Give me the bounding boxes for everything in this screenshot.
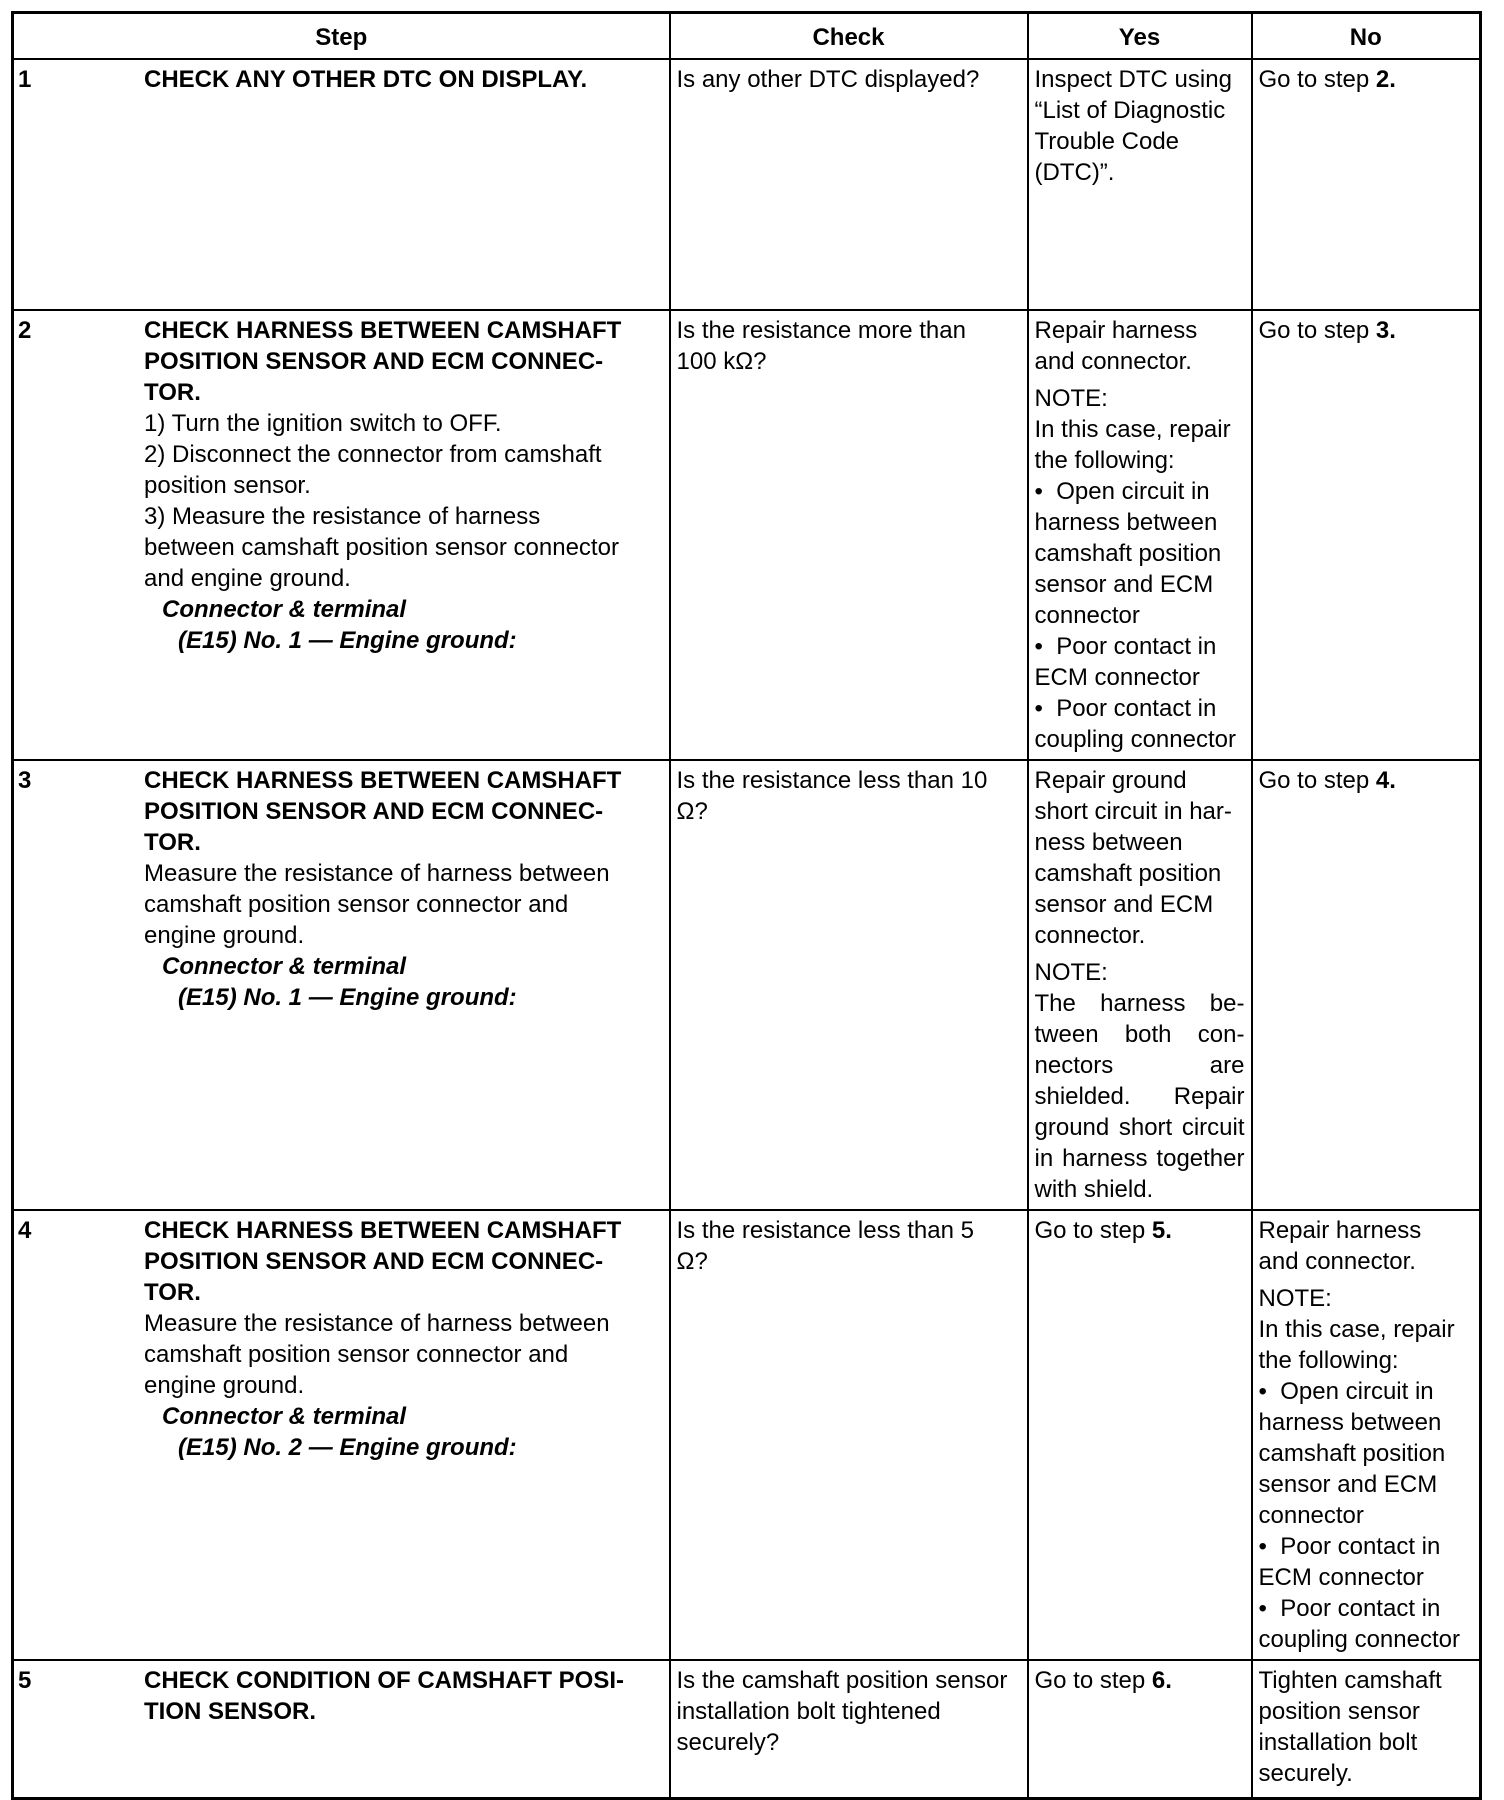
yes-text: Go to step 5. — [1034, 1217, 1172, 1244]
bullet-item: ECM connector — [1034, 664, 1200, 691]
header-yes: Yes — [1028, 13, 1252, 60]
no-cell — [1252, 1210, 1481, 1660]
check-cell — [670, 59, 1028, 310]
note-text: the following: — [1258, 1347, 1399, 1374]
yes-text: sensor and ECM — [1034, 891, 1214, 918]
bullet-item: coupling connector — [1258, 1626, 1460, 1653]
instruction-line: camshaft position sensor connector and — [144, 891, 569, 918]
step-title: CHECK HARNESS BETWEEN CAMSHAFT — [144, 767, 622, 794]
instruction-line: between camshaft position sensor connector — [144, 534, 619, 561]
bullet-item: camshaft position — [1258, 1440, 1446, 1467]
step-cell — [13, 1210, 670, 1660]
header-check: Check — [670, 13, 1028, 60]
table-row — [13, 1210, 1481, 1660]
bullet-item: • Poor contact in — [1035, 631, 1245, 662]
step-cell — [13, 310, 670, 760]
no-text: Repair harness — [1258, 1217, 1422, 1244]
connector-value: (E15) No. 2 — Engine ground: — [178, 1434, 517, 1461]
step-title: POSITION SENSOR AND ECM CONNEC- — [144, 348, 604, 375]
connector-value: (E15) No. 1 — Engine ground: — [178, 627, 517, 654]
bullet-item: connector — [1034, 602, 1140, 629]
bullet-item: camshaft position — [1034, 540, 1222, 567]
yes-text: and connector. — [1034, 348, 1192, 375]
step-title: POSITION SENSOR AND ECM CONNEC- — [144, 798, 604, 825]
bullet-item: • Poor contact in — [1035, 693, 1245, 724]
check-cell — [670, 760, 1028, 1210]
step-cell — [13, 760, 670, 1210]
next-step-ref: 5. — [1151, 1217, 1172, 1244]
yes-text: (DTC)”. — [1034, 159, 1115, 186]
no-cell — [1252, 310, 1481, 760]
no-cell — [1252, 59, 1481, 310]
step-title: TOR. — [144, 829, 201, 856]
bullet-item: ECM connector — [1258, 1564, 1424, 1591]
table-row — [13, 1660, 1481, 1799]
bullet-item: coupling connector — [1034, 726, 1236, 753]
instruction-line: camshaft position sensor connector and — [144, 1341, 569, 1368]
note-text: The harness between both connectors are shielded. Repair ground short circuit in harness together with shield. — [1034, 990, 1245, 1203]
step-title: TOR. — [144, 1279, 201, 1306]
bullet-item: • Open circuit in — [1259, 1376, 1474, 1407]
instruction-line: engine ground. — [144, 1372, 305, 1399]
step-cell — [13, 59, 670, 310]
check-text: 100 kΩ? — [676, 348, 767, 375]
yes-text: ness between — [1034, 829, 1183, 856]
bullet-item: harness between — [1258, 1409, 1442, 1436]
instruction-line: 3) Measure the resistance of harness — [144, 503, 541, 530]
step-title: TION SENSOR. — [144, 1698, 317, 1725]
yes-cell — [1028, 310, 1252, 760]
table-row — [13, 760, 1481, 1210]
no-text: installation bolt — [1258, 1729, 1418, 1756]
check-text: Is any other DTC displayed? — [676, 66, 980, 93]
bullet-item: harness between — [1034, 509, 1218, 536]
no-text: Go to step 2. — [1258, 66, 1396, 93]
no-text: securely. — [1258, 1760, 1353, 1787]
header-step: Step — [13, 13, 670, 60]
step-title: POSITION SENSOR AND ECM CONNEC- — [144, 1248, 604, 1275]
instruction-line: Measure the resistance of harness between — [144, 860, 610, 887]
note-text: the following: — [1034, 447, 1175, 474]
table-row — [13, 310, 1481, 760]
yes-cell — [1028, 1660, 1252, 1799]
next-step-ref: 6. — [1151, 1667, 1172, 1694]
no-cell — [1252, 1660, 1481, 1799]
step-number: 1 — [18, 66, 32, 93]
yes-text: Repair harness — [1034, 317, 1198, 344]
note-label: NOTE: — [1034, 959, 1108, 986]
next-step-ref: 3. — [1375, 317, 1396, 344]
connector-label: Connector & terminal — [162, 596, 407, 623]
check-text: Is the camshaft position sensor — [676, 1667, 1008, 1694]
bullet-item: • Open circuit in — [1035, 476, 1245, 507]
bullet-item: • Poor contact in — [1259, 1593, 1474, 1624]
bullet-item: connector — [1258, 1502, 1364, 1529]
check-text: Ω? — [676, 1248, 708, 1275]
yes-text: Inspect DTC using — [1034, 66, 1232, 93]
note-text: In this case, repair — [1034, 416, 1231, 443]
yes-text: Go to step 6. — [1034, 1667, 1172, 1694]
check-cell — [670, 310, 1028, 760]
instruction-line: and engine ground. — [144, 565, 351, 592]
bullet-item: sensor and ECM — [1258, 1471, 1438, 1498]
note-text: In this case, repair — [1258, 1316, 1455, 1343]
check-text: securely? — [676, 1729, 780, 1756]
next-step-ref: 2. — [1375, 66, 1396, 93]
step-number: 5 — [18, 1667, 32, 1694]
yes-cell — [1028, 1210, 1252, 1660]
step-title: CHECK HARNESS BETWEEN CAMSHAFT — [144, 317, 622, 344]
instruction-line: 1) Turn the ignition switch to OFF. — [144, 410, 502, 437]
yes-cell — [1028, 59, 1252, 310]
step-number: 3 — [18, 767, 32, 794]
step-number: 2 — [18, 317, 32, 344]
connector-label: Connector & terminal — [162, 953, 407, 980]
diagnostic-table — [11, 11, 1482, 1800]
yes-text: camshaft position — [1034, 860, 1222, 887]
note-label: NOTE: — [1258, 1285, 1332, 1312]
yes-text: Repair ground — [1034, 767, 1187, 794]
table-header-row — [13, 13, 1481, 60]
instruction-line: Measure the resistance of harness between — [144, 1310, 610, 1337]
yes-cell — [1028, 760, 1252, 1210]
note-label: NOTE: — [1034, 385, 1108, 412]
connector-label: Connector & terminal — [162, 1403, 407, 1430]
no-cell — [1252, 760, 1481, 1210]
check-text: Is the resistance less than 5 — [676, 1217, 974, 1244]
no-text: Tighten camshaft — [1258, 1667, 1442, 1694]
table-row — [13, 59, 1481, 310]
no-text: and connector. — [1258, 1248, 1416, 1275]
check-text: Is the resistance less than 10 — [676, 767, 988, 794]
step-number: 4 — [18, 1217, 32, 1244]
step-title: CHECK ANY OTHER DTC ON DISPLAY. — [144, 66, 588, 93]
step-title: TOR. — [144, 379, 201, 406]
no-text: Go to step 4. — [1258, 767, 1396, 794]
bullet-item: • Poor contact in — [1259, 1531, 1474, 1562]
step-title: CHECK CONDITION OF CAMSHAFT POSI- — [144, 1667, 624, 1694]
instruction-line: 2) Disconnect the connector from camshaft — [144, 441, 602, 468]
check-cell — [670, 1660, 1028, 1799]
connector-value: (E15) No. 1 — Engine ground: — [178, 984, 517, 1011]
step-cell — [13, 1660, 670, 1799]
bullet-item: sensor and ECM — [1034, 571, 1214, 598]
no-text: position sensor — [1258, 1698, 1420, 1725]
next-step-ref: 4. — [1375, 767, 1396, 794]
yes-text: short circuit in har- — [1034, 798, 1232, 825]
yes-text: connector. — [1034, 922, 1146, 949]
header-no: No — [1252, 13, 1481, 60]
instruction-line: position sensor. — [144, 472, 311, 499]
yes-text: “List of Diagnostic — [1034, 97, 1226, 124]
check-text: installation bolt tightened — [676, 1698, 941, 1725]
instruction-line: engine ground. — [144, 922, 305, 949]
no-text: Go to step 3. — [1258, 317, 1396, 344]
step-title: CHECK HARNESS BETWEEN CAMSHAFT — [144, 1217, 622, 1244]
check-cell — [670, 1210, 1028, 1660]
yes-text: Trouble Code — [1034, 128, 1180, 155]
check-text: Ω? — [676, 798, 708, 825]
check-text: Is the resistance more than — [676, 317, 966, 344]
